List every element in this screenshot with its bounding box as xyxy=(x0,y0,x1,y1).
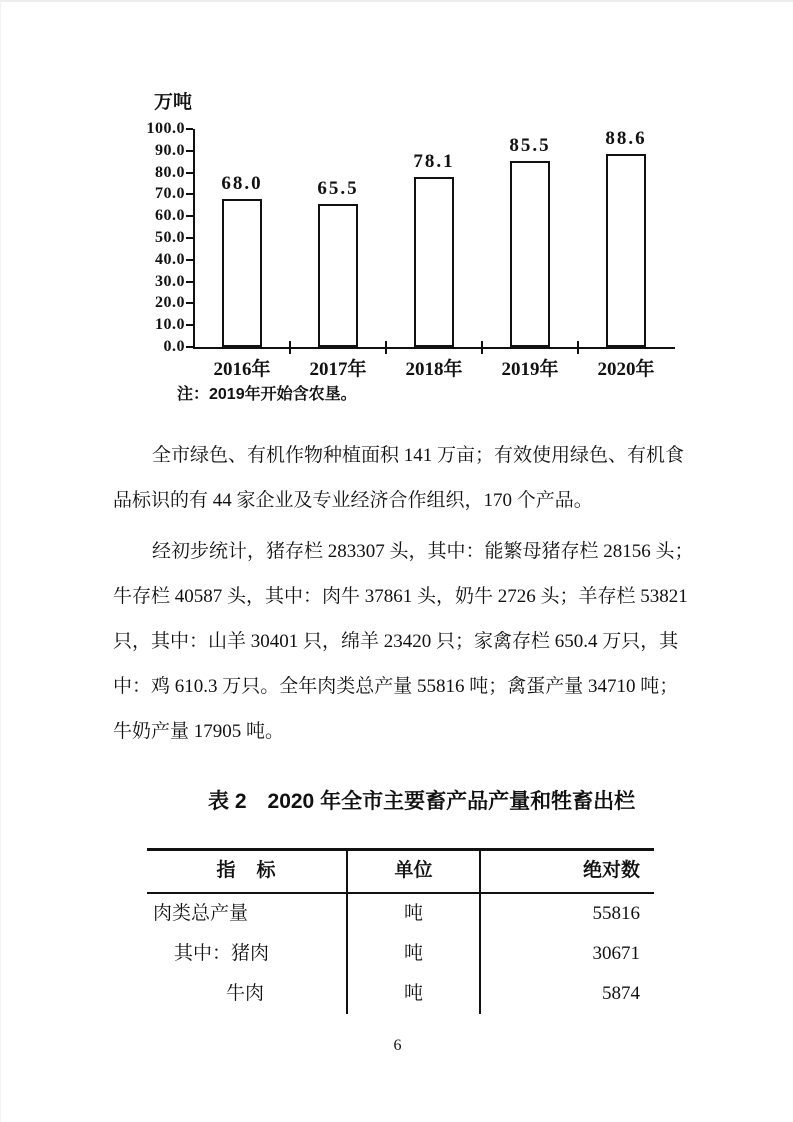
x-axis-label: 2016年 xyxy=(213,359,271,380)
table-body xyxy=(147,894,654,1014)
paragraph-line: 牛存栏 40587 头，其中：肉牛 37861 头，奶牛 2726 头；羊存栏 53821 xyxy=(113,586,688,607)
y-axis-tick-label: 60.0 xyxy=(155,207,185,225)
x-axis-label: 2020年 xyxy=(597,359,655,380)
bar-value-label: 85.5 xyxy=(509,134,551,156)
data-table xyxy=(147,848,654,1014)
table-header-unit: 单位 xyxy=(348,851,481,892)
y-tick-mark xyxy=(186,193,193,195)
y-tick-mark xyxy=(186,324,193,326)
cell-indicator: 肉类总产量 xyxy=(147,894,348,934)
y-axis-line xyxy=(193,129,195,349)
bar xyxy=(318,204,358,347)
x-axis-line xyxy=(193,347,675,349)
chart-note: 注：2019年开始含农垦。 xyxy=(177,386,357,403)
x-axis-label: 2018年 xyxy=(405,359,463,380)
y-axis-tick-label: 30.0 xyxy=(155,272,185,290)
y-axis-tick-label: 100.0 xyxy=(146,120,185,137)
y-axis-tick-label: 70.0 xyxy=(155,185,185,203)
bar-chart xyxy=(1,2,793,412)
table-header-indicator: 指 标 xyxy=(147,851,348,892)
bar xyxy=(222,199,262,347)
paragraph-line: 牛奶产量 17905 吨。 xyxy=(113,721,285,742)
paragraph-line: 品标识的有 44 家企业及专业经济合作组织，170 个产品。 xyxy=(113,490,593,511)
y-axis-tick-label: 50.0 xyxy=(155,229,185,246)
cell-indicator: 牛肉 xyxy=(147,974,348,1014)
table-header-row xyxy=(147,851,654,894)
y-axis-tick-label: 90.0 xyxy=(155,141,185,159)
x-tick-mark xyxy=(481,341,483,354)
x-tick-mark xyxy=(289,341,291,354)
y-tick-mark xyxy=(186,215,193,217)
x-tick-mark xyxy=(385,341,387,354)
paragraph-line: 经初步统计，猪存栏 283307 头，其中：能繁母猪存栏 28156 头； xyxy=(152,541,694,562)
paragraph xyxy=(113,529,694,754)
y-tick-mark xyxy=(186,302,193,304)
cell-unit: 吨 xyxy=(348,934,481,974)
bar-value-label: 68.0 xyxy=(221,172,263,194)
bar xyxy=(414,177,454,347)
y-tick-mark xyxy=(186,259,193,261)
bar xyxy=(510,161,550,347)
y-axis-tick-label: 40.0 xyxy=(155,250,185,268)
bar-value-label: 65.5 xyxy=(317,178,359,200)
y-axis-tick-label: 20.0 xyxy=(155,294,185,312)
y-axis-unit-label: 万吨 xyxy=(154,92,193,113)
x-axis-label: 2017年 xyxy=(309,359,367,380)
y-tick-mark xyxy=(186,128,193,130)
paragraph-line: 全市绿色、有机作物种植面积 141 万亩；有效使用绿色、有机食 xyxy=(152,445,685,466)
x-axis-label: 2019年 xyxy=(501,359,559,380)
table-row xyxy=(147,974,654,1014)
y-axis-tick-label: 80.0 xyxy=(155,163,185,181)
cell-unit: 吨 xyxy=(348,894,481,934)
y-tick-mark xyxy=(186,281,193,283)
y-tick-mark xyxy=(186,150,193,152)
paragraph-line: 中：鸡 610.3 万只。全年肉类总产量 55816 吨；禽蛋产量 34710 吨； xyxy=(113,676,679,697)
cell-unit: 吨 xyxy=(348,974,481,1014)
paragraph xyxy=(113,433,687,523)
cell-value: 55816 xyxy=(592,903,640,924)
y-axis-tick-label: 0.0 xyxy=(163,338,185,355)
table-title: 表 2 2020 年全市主要畜产品产量和牲畜出栏 xyxy=(208,790,636,813)
table-header-absolute: 绝对数 xyxy=(582,860,640,881)
cell-value: 30671 xyxy=(592,943,640,964)
y-axis-tick-label: 10.0 xyxy=(155,316,185,334)
y-tick-mark xyxy=(186,237,193,239)
x-tick-mark xyxy=(577,341,579,354)
paragraph-line: 只，其中：山羊 30401 只，绵羊 23420 只；家禽存栏 650.4 万只，其 xyxy=(113,631,679,652)
body-paragraphs xyxy=(113,433,694,754)
cell-value: 5874 xyxy=(602,983,640,1004)
table-row xyxy=(147,894,654,934)
y-tick-mark xyxy=(186,346,193,348)
bar xyxy=(606,154,646,347)
bar-value-label: 78.1 xyxy=(413,150,455,172)
y-tick-mark xyxy=(186,172,193,174)
page-number: 6 xyxy=(393,1037,402,1054)
cell-indicator: 其中：猪肉 xyxy=(147,934,348,974)
table-row xyxy=(147,934,654,974)
bar-value-label: 88.6 xyxy=(605,127,647,149)
